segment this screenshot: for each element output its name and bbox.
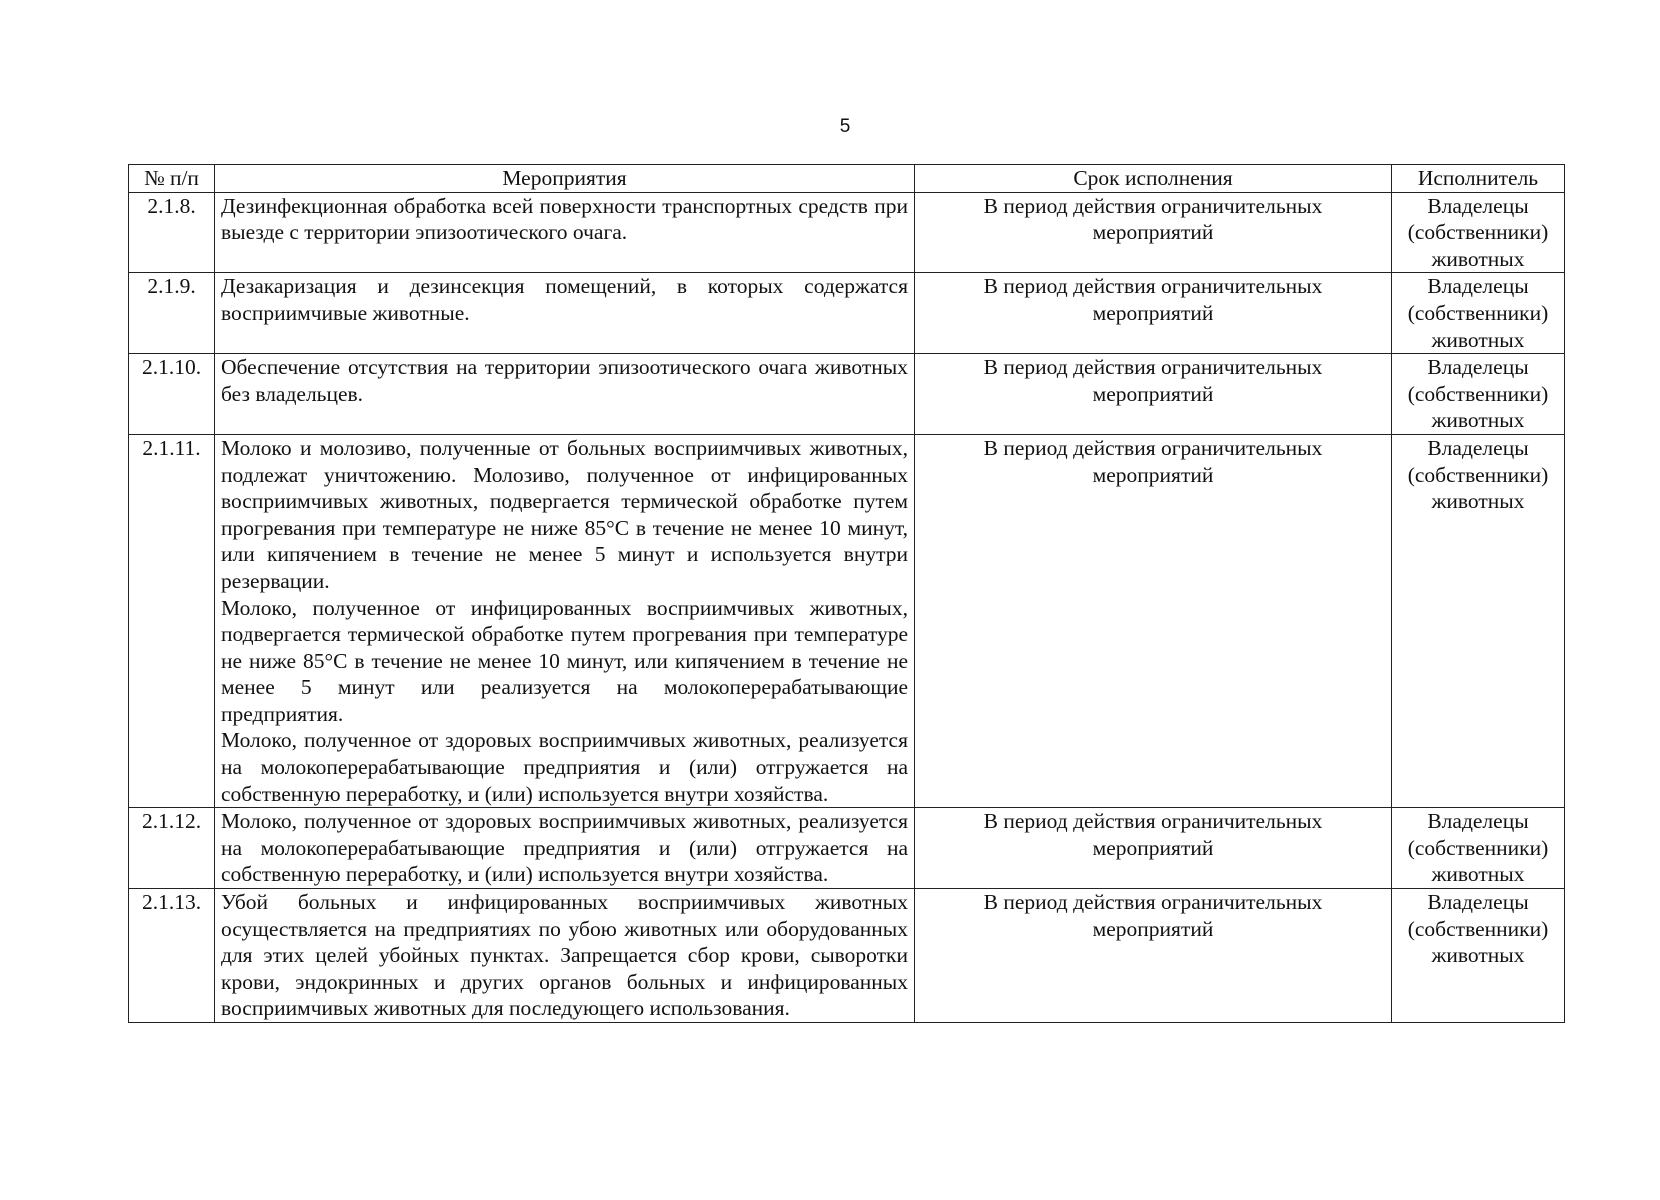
row-activity: [215, 808, 915, 889]
page-number: 5: [839, 116, 851, 137]
table-row: [129, 273, 1565, 354]
row-term: В период действия ограничительных мероприятий: [915, 889, 1392, 1023]
table-row: [129, 889, 1565, 1023]
row-executor: Владелецы (собственники) животных: [1392, 808, 1565, 889]
row-term: В период действия ограничительных мероприятий: [915, 273, 1392, 354]
row-activity: [215, 434, 915, 807]
activity-paragraph: Молоко и молозиво, полученные от больных восприимчивых животных, подлежат уничтожению. Молозиво, полученное от инфицированных восприимчивых животных, подвергается термической обработке путем прогревания при температуре не ниже 85°С в течение не менее 10 минут, или кипячением в течение не менее 5 минут и используется внутри резервации.: [221, 435, 908, 593]
row-number: 2.1.10.: [129, 354, 215, 435]
header-executor: Исполнитель: [1392, 165, 1565, 193]
row-number: 2.1.13.: [129, 889, 215, 1023]
row-executor: Владелецы (собственники) животных: [1392, 273, 1565, 354]
row-executor: Владелецы (собственники) животных: [1392, 192, 1565, 273]
row-activity: [215, 192, 915, 273]
row-activity: [215, 889, 915, 1023]
table-row: [129, 434, 1565, 807]
activity-paragraph: Молоко, полученное от здоровых восприимчивых животных, реализуется на молокоперерабатывающие предприятия и (или) отгружается на собственную переработку, и (или) используется внутри хозяйства.: [221, 809, 908, 887]
activity-paragraph: Убой больных и инфицированных восприимчивых животных осуществляется на предприятиях по убою животных или оборудованных для этих целей убойных пунктах. Запрещается сбор крови, сыворотки крови, эндокринных и других органов больных и инфицированных восприимчивых животных для последующего использования.: [221, 890, 908, 1021]
row-term: В период действия ограничительных мероприятий: [915, 434, 1392, 807]
header-num: № п/п: [129, 165, 215, 193]
table-row: [129, 354, 1565, 435]
activity-paragraph: Молоко, полученное от здоровых восприимчивых животных, реализуется на молокоперерабатывающие предприятия и (или) отгружается на собственную переработку, и (или) используется внутри хозяйства.: [221, 728, 908, 806]
activity-paragraph: Дезинфекционная обработка всей поверхности транспортных средств при выезде с территории эпизоотического очага.: [221, 193, 908, 245]
activity-paragraph: Обеспечение отсутствия на территории эпизоотического очага животных без владельцев.: [221, 355, 908, 406]
row-executor: Владелецы (собственники) животных: [1392, 434, 1565, 807]
table-row: [129, 808, 1565, 889]
row-executor: Владелецы (собственники) животных: [1392, 354, 1565, 435]
measures-table: [128, 164, 1565, 1023]
row-executor: Владелецы (собственники) животных: [1392, 889, 1565, 1023]
row-term: В период действия ограничительных мероприятий: [915, 808, 1392, 889]
activity-paragraph: Дезакаризация и дезинсекция помещений, в которых содержатся восприимчивые животные.: [221, 274, 908, 325]
table-row: [129, 192, 1565, 273]
row-number: 2.1.12.: [129, 808, 215, 889]
row-activity: [215, 354, 915, 435]
header-term: Срок исполнения: [915, 165, 1392, 193]
row-number: 2.1.11.: [129, 434, 215, 807]
header-activity: Мероприятия: [215, 165, 915, 193]
table-header-row: [129, 165, 1565, 193]
row-term: В период действия ограничительных мероприятий: [915, 192, 1392, 273]
row-term: В период действия ограничительных мероприятий: [915, 354, 1392, 435]
activity-paragraph: Молоко, полученное от инфицированных восприимчивых животных, подвергается термической обработке путем прогревания при температуре не ниже 85°С в течение не менее 10 минут, или кипячением в течение не менее 5 минут или реализуется на молокоперерабатывающие предприятия.: [221, 595, 908, 726]
row-number: 2.1.8.: [129, 192, 215, 273]
row-activity: [215, 273, 915, 354]
row-number: 2.1.9.: [129, 273, 215, 354]
